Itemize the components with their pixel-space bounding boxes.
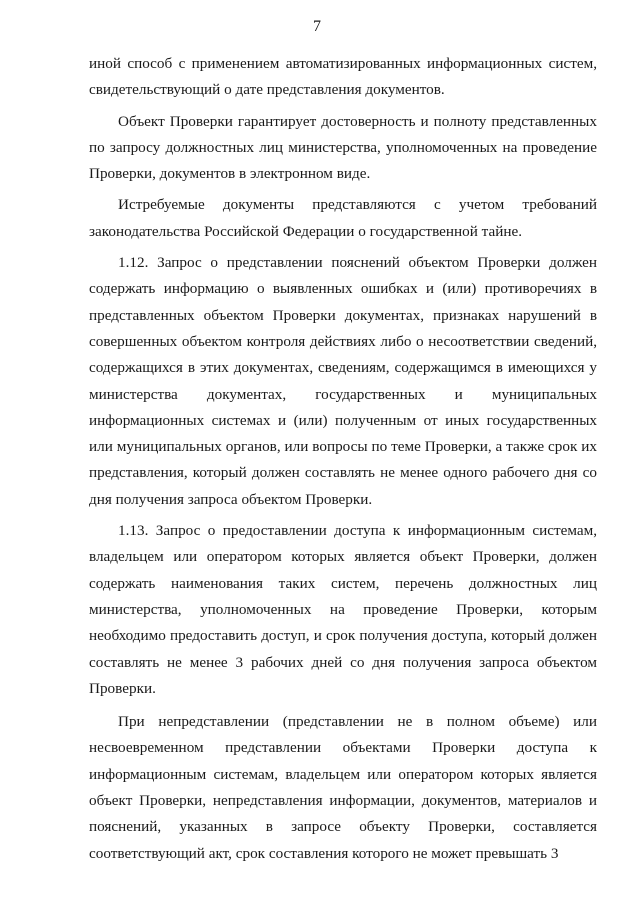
paragraph-object-guarantee: Объект Проверки гарантирует достоверность и полноту представленных по запросу должностных лиц министерства, уполномоченных на проведение Проверки, документов в электронном виде. bbox=[89, 112, 597, 183]
paragraph-continuation: иной способ с применением автоматизированных информационных систем, свидетельствующий о дате представления документов. bbox=[89, 55, 597, 99]
paragraph-1-12: 1.12. Запрос о представлении пояснений объектом Проверки должен содержать информацию о выявленных ошибках и (или) противоречиях в представленных объектом Проверки документах, признаках нарушений в совершенных объектом контроля действиях либо о несоответствии сведений, содержащихся в этих документах, сведениям, содержащимся в имеющихся у министерства документах, государственных и муниципальных информационных системах и (или) полученным от иных государственных или муниципальных органов, или вопросы по теме Проверки, а также срок их представления, который должен составлять не менее одного рабочего дня со дня получения запроса объектом Проверки. bbox=[89, 254, 597, 508]
paragraph-non-submission: При непредставлении (представлении не в полном объеме) или несвоевременном представлении объектами Проверки доступа к информационным системам, владельцем или оператором которых является объект Проверки, непредставления информации, документов, материалов и пояснений, указанных в запросе объекту Проверки, составляется соответствующий акт, срок составления которого не может превышать 3 bbox=[89, 713, 597, 862]
paragraph-state-secret: Истребуемые документы представляются с учетом требований законодательства Российской Федерации о государственной тайне. bbox=[89, 196, 597, 240]
paragraph-1-13: 1.13. Запрос о предоставлении доступа к информационным системам, владельцем или оператором которых является объект Проверки, должен содержать наименования таких систем, перечень должностных лиц министерства, уполномоченных на проведение Проверки, которым необходимо предоставить доступ, и срок получения доступа, который должен составлять не менее 3 рабочих дней со дня получения запроса объектом Проверки. bbox=[89, 522, 597, 697]
page-number: 7 bbox=[313, 18, 321, 35]
document-body bbox=[89, 51, 597, 867]
